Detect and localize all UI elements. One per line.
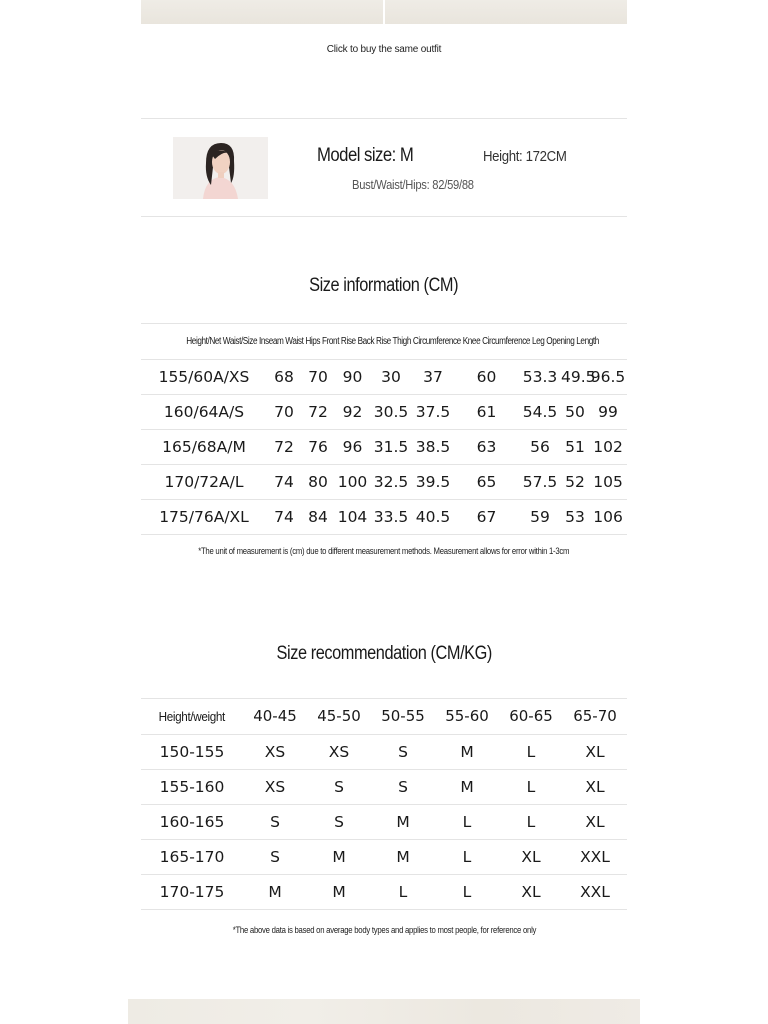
cell: L (371, 874, 435, 909)
cell: 70 (267, 394, 301, 429)
cell: M (307, 874, 371, 909)
size-info-note: *The unit of measurement is (cm) due to different measurement methods. Measurement allows for error within 1-3cm (198, 546, 570, 556)
cell: 65 (454, 464, 519, 499)
cell: 92 (335, 394, 370, 429)
cell: 67 (454, 499, 519, 534)
product-photo-left (141, 0, 383, 24)
col-header: 55-60 (435, 699, 499, 734)
cell: XXL (563, 874, 627, 909)
cell: 106 (589, 499, 627, 534)
cell: 60 (454, 359, 519, 394)
model-size: Model size: M (317, 145, 414, 166)
cell: 31.5 (370, 429, 412, 464)
cell: 104 (335, 499, 370, 534)
model-measurements: Bust/Waist/Hips: 82/59/88 (352, 177, 474, 192)
size-rec-table (141, 699, 627, 910)
cell: L (499, 769, 563, 804)
size-info-header (141, 324, 627, 359)
cell: 105 (589, 464, 627, 499)
col-header: Height/Net Waist/Size (186, 335, 258, 347)
cell: S (243, 804, 307, 839)
buy-same-outfit-link[interactable]: Click to buy the same outfit (326, 44, 442, 55)
col-header: 65-70 (563, 699, 627, 734)
size-info-title: Size information (CM) (309, 275, 459, 296)
cell: 56 (519, 429, 561, 464)
model-height: Height: 172CM (483, 148, 567, 165)
cell: M (243, 874, 307, 909)
col-header: Hips (305, 335, 321, 347)
table-row (141, 734, 627, 769)
cell: M (371, 839, 435, 874)
cell: S (243, 839, 307, 874)
cell: 33.5 (370, 499, 412, 534)
cell: 165-170 (141, 839, 243, 874)
cell: XL (563, 804, 627, 839)
table-row (141, 769, 627, 804)
cell: XL (563, 769, 627, 804)
cell: 84 (301, 499, 335, 534)
cell: XL (563, 734, 627, 769)
table-row (141, 429, 627, 464)
cell: 175/76A/XL (141, 499, 267, 534)
col-header: 60-65 (499, 699, 563, 734)
table-header-row (141, 324, 627, 359)
table-header-row (141, 699, 627, 734)
size-info-table (141, 324, 627, 535)
table-row (141, 839, 627, 874)
cell: L (499, 734, 563, 769)
cell: XL (499, 874, 563, 909)
col-header: Back Rise (357, 335, 391, 347)
table-row (141, 359, 627, 394)
cell: 74 (267, 464, 301, 499)
cell: M (435, 769, 499, 804)
cell: S (307, 769, 371, 804)
col-header: 50-55 (371, 699, 435, 734)
col-header: Front Rise (321, 335, 356, 347)
cell: 165/68A/M (141, 429, 267, 464)
cell: S (371, 734, 435, 769)
cell: 90 (335, 359, 370, 394)
size-rec-title: Size recommendation (CM/KG) (276, 643, 492, 664)
col-header: Thigh Circumference (392, 335, 461, 347)
cell: XS (243, 734, 307, 769)
col-header: Length (576, 335, 599, 347)
size-rec-note: *The above data is based on average body types and applies to most people, for reference only (232, 925, 536, 935)
cell: S (371, 769, 435, 804)
cell: XL (499, 839, 563, 874)
table-row (141, 394, 627, 429)
cell: 52 (561, 464, 589, 499)
cell: 53 (561, 499, 589, 534)
table-row (141, 499, 627, 534)
cell: 30.5 (370, 394, 412, 429)
cell: 170-175 (141, 874, 243, 909)
col-header: 45-50 (307, 699, 371, 734)
cell: 57.5 (519, 464, 561, 499)
cell: 96.5 (589, 359, 627, 394)
cell: 37.5 (412, 394, 454, 429)
cell: XS (243, 769, 307, 804)
product-photo-right (385, 0, 627, 24)
cell: 72 (267, 429, 301, 464)
cell: 99 (589, 394, 627, 429)
cell: 150-155 (141, 734, 243, 769)
cell: 40.5 (412, 499, 454, 534)
divider (141, 216, 627, 217)
cell: 102 (589, 429, 627, 464)
cell: 30 (370, 359, 412, 394)
bottom-product-photo (128, 999, 640, 1024)
cell: 68 (267, 359, 301, 394)
cell: S (307, 804, 371, 839)
cell: 63 (454, 429, 519, 464)
cell: 80 (301, 464, 335, 499)
col-header: 40-45 (243, 699, 307, 734)
col-header: Inseam (258, 335, 284, 347)
cell: 59 (519, 499, 561, 534)
cell: 51 (561, 429, 589, 464)
cell: 160/64A/S (141, 394, 267, 429)
model-photo (173, 137, 268, 199)
table-row (141, 464, 627, 499)
cell: M (371, 804, 435, 839)
cell: 53.3 (519, 359, 561, 394)
cell: 100 (335, 464, 370, 499)
cell: L (499, 804, 563, 839)
cell: 74 (267, 499, 301, 534)
table-row (141, 874, 627, 909)
cell: 155/60A/XS (141, 359, 267, 394)
cell: M (307, 839, 371, 874)
top-product-photos (141, 0, 627, 24)
cell: 38.5 (412, 429, 454, 464)
col-header: Leg Opening (531, 335, 575, 347)
cell: L (435, 804, 499, 839)
cell: 49.5 (561, 359, 589, 394)
divider (141, 118, 627, 119)
cell: 39.5 (412, 464, 454, 499)
cell: L (435, 839, 499, 874)
col-header: Height/weight (141, 699, 243, 734)
cell: M (435, 734, 499, 769)
cell: 72 (301, 394, 335, 429)
cell: 54.5 (519, 394, 561, 429)
cell: 160-165 (141, 804, 243, 839)
cell: XXL (563, 839, 627, 874)
cell: 61 (454, 394, 519, 429)
cell: 50 (561, 394, 589, 429)
cell: 155-160 (141, 769, 243, 804)
cell: 96 (335, 429, 370, 464)
cell: 76 (301, 429, 335, 464)
cell: 37 (412, 359, 454, 394)
col-header: Waist (285, 335, 304, 347)
cell: 70 (301, 359, 335, 394)
cell: L (435, 874, 499, 909)
table-row (141, 804, 627, 839)
cell: 170/72A/L (141, 464, 267, 499)
cell: 32.5 (370, 464, 412, 499)
cell: XS (307, 734, 371, 769)
col-header: Knee Circumference (462, 335, 531, 347)
